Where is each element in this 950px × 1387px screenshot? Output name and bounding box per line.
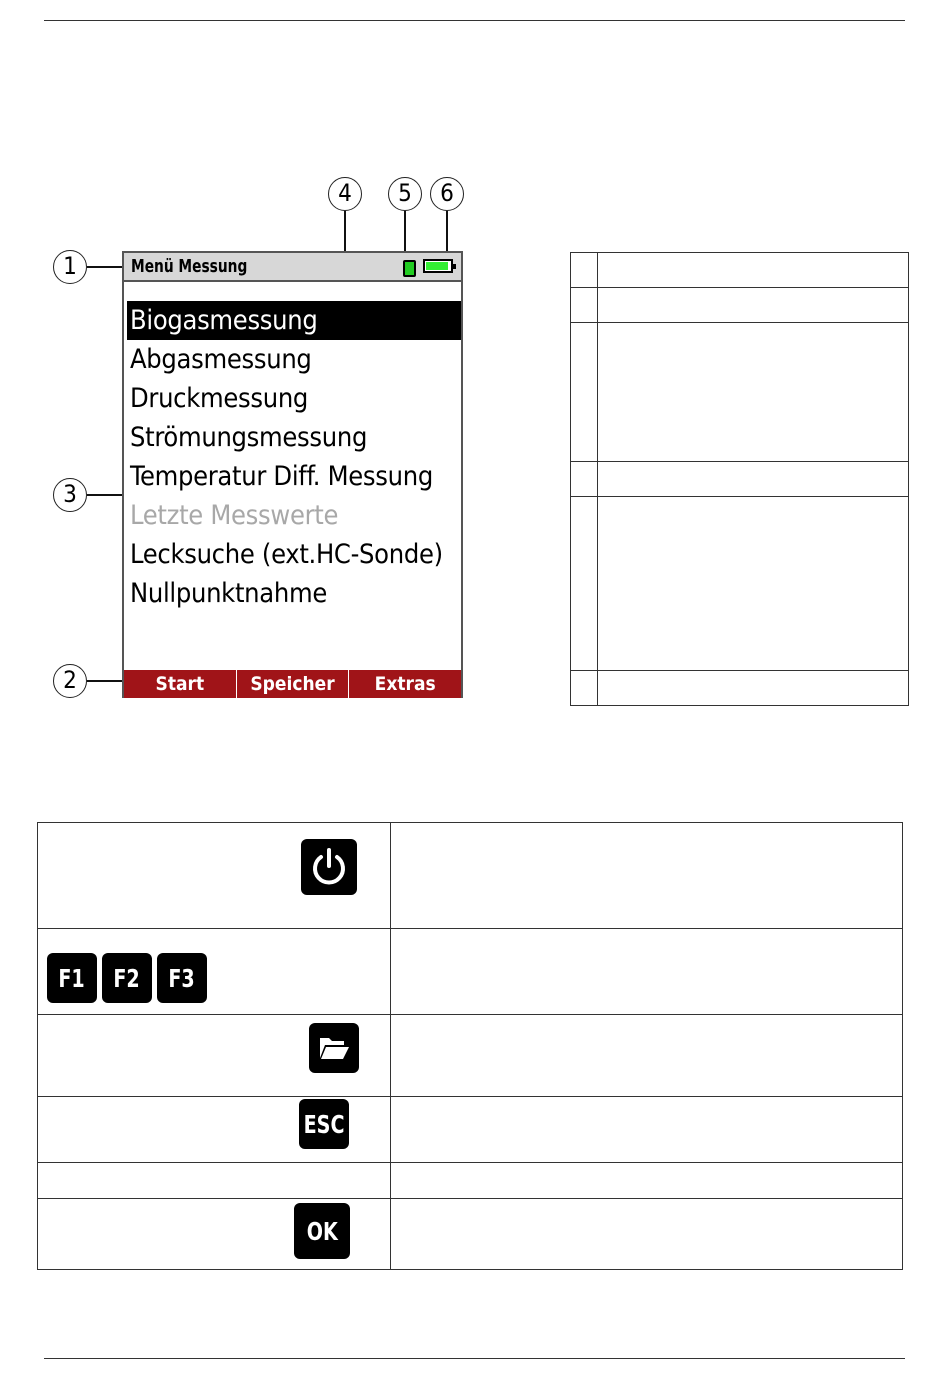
legend-row — [571, 323, 909, 462]
legend-number-cell — [571, 288, 598, 323]
leader-1 — [87, 266, 124, 268]
key-description-cell — [391, 1163, 903, 1199]
f1-key — [47, 953, 97, 1003]
legend-number-cell — [571, 323, 598, 462]
callout-1: 1 — [53, 250, 87, 284]
menu-item-letzte-messwerte: Letzte Messwerte — [130, 500, 339, 531]
folder-key — [309, 1023, 359, 1073]
ok-key-label: OK — [306, 1216, 338, 1246]
key-description-cell — [391, 1015, 903, 1097]
key-cell — [38, 1199, 391, 1270]
callout-2: 2 — [53, 664, 87, 698]
key-row-power — [38, 823, 903, 929]
key-row-folder — [38, 1015, 903, 1097]
legend-row — [571, 253, 909, 288]
f3-key-label: F3 — [168, 963, 196, 993]
battery-tip — [453, 264, 456, 269]
esc-key-label: ESC — [303, 1109, 345, 1139]
folder-open-icon — [317, 1034, 351, 1062]
power-icon — [308, 846, 350, 888]
callout-5: 5 — [388, 177, 422, 211]
legend-text-cell — [598, 323, 909, 462]
footer-rule — [44, 1358, 905, 1359]
key-cell — [38, 1097, 391, 1163]
legend-row — [571, 497, 909, 671]
callout-3: 3 — [53, 478, 87, 512]
battery-icon — [423, 259, 453, 273]
sd-card-icon — [403, 260, 416, 277]
key-cell — [38, 1015, 391, 1097]
battery-fill — [426, 262, 448, 270]
legend-row — [571, 671, 909, 706]
f2-key — [102, 953, 152, 1003]
key-cell — [38, 823, 391, 929]
callout-4: 4 — [328, 177, 362, 211]
header-rule — [44, 20, 905, 21]
key-cell — [38, 929, 391, 1015]
f1-key-label: F1 — [58, 963, 86, 993]
menu-item-abgasmessung[interactable]: Abgasmessung — [130, 344, 312, 375]
power-key — [301, 839, 357, 895]
legend-row — [571, 462, 909, 497]
legend-text-cell — [598, 288, 909, 323]
f3-key — [157, 953, 207, 1003]
menu-item-stroemungsmessung[interactable]: Strömungsmessung — [130, 422, 368, 453]
softkey-start[interactable]: Start — [124, 670, 236, 698]
legend-number-cell — [571, 253, 598, 288]
key-row-function — [38, 929, 903, 1015]
status-bar — [124, 253, 461, 282]
legend-row — [571, 288, 909, 323]
legend-text-cell — [598, 253, 909, 288]
ok-key — [294, 1203, 350, 1259]
key-cell — [38, 1163, 391, 1199]
key-table — [37, 822, 903, 1270]
softkey-extras[interactable]: Extras — [348, 670, 461, 698]
legend-number-cell — [571, 497, 598, 671]
legend-text-cell — [598, 671, 909, 706]
key-description-cell — [391, 929, 903, 1015]
softkey-speicher[interactable]: Speicher — [236, 670, 349, 698]
measurement-menu — [127, 301, 461, 613]
legend-number-cell — [571, 462, 598, 497]
key-description-cell — [391, 823, 903, 929]
menu-item-biogasmessung[interactable]: Biogasmessung — [127, 301, 461, 340]
screen-title: Menü Messung — [131, 256, 248, 277]
legend-number-cell — [571, 671, 598, 706]
device-screen — [122, 251, 463, 698]
menu-item-lecksuche[interactable]: Lecksuche (ext.HC-Sonde) — [130, 539, 443, 570]
leader-2 — [87, 680, 124, 682]
menu-item-druckmessung[interactable]: Druckmessung — [130, 383, 309, 414]
key-row-esc — [38, 1097, 903, 1163]
menu-item-temperatur-diff-messung[interactable]: Temperatur Diff. Messung — [130, 461, 433, 492]
softkey-bar — [124, 670, 461, 698]
legend-table — [570, 252, 909, 706]
legend-text-cell — [598, 497, 909, 671]
key-row-empty — [38, 1163, 903, 1199]
callout-6: 6 — [430, 177, 464, 211]
f2-key-label: F2 — [113, 963, 141, 993]
legend-text-cell — [598, 462, 909, 497]
menu-item-nullpunktnahme[interactable]: Nullpunktnahme — [130, 578, 327, 609]
esc-key — [299, 1099, 349, 1149]
key-row-ok — [38, 1199, 903, 1270]
key-description-cell — [391, 1097, 903, 1163]
key-description-cell — [391, 1199, 903, 1270]
